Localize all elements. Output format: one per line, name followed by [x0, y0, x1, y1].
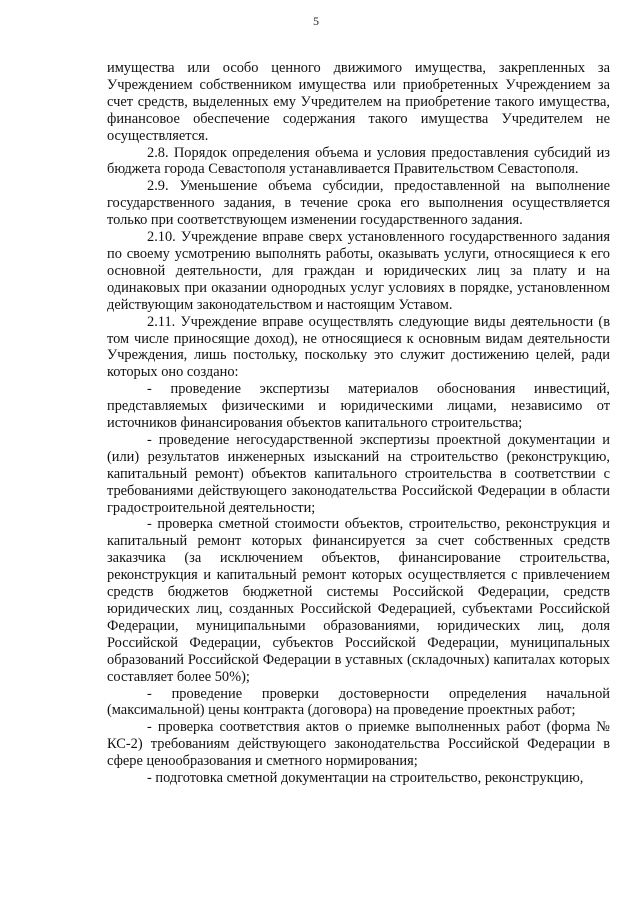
list-item-nongovernment-expertise: - проведение негосударственной экспертизы проектной документации и (или) результатов инженерных изысканий на строительство (реконструкцию, капитальный ремонт) объектов капитального строительства в соответствии с требованиями действующего законодательства Российской Федерации в области градостроительной деятельности;: [107, 431, 610, 516]
page-number: 5: [313, 14, 319, 28]
list-item-contract-price-check: - проведение проверки достоверности определения начальной (максимальной) цены контракта (договора) на проведение проектных работ;: [107, 685, 610, 719]
document-body: [107, 60, 610, 787]
list-item-expertise-investments: - проведение экспертизы материалов обоснования инвестиций, представляемых физическими и юридическими лицами, независимо от источников финансирования объектов капитального строительства;: [107, 381, 610, 432]
paragraph-continuation: имущества или особо ценного движимого имущества, закрепленных за Учреждением собственником имущества или приобретенных Учреждением за счет средств, выделенных ему Учредителем на приобретение такого имущества, финансовое обеспечение содержания такого имущества Учредителем не осуществляется.: [107, 60, 610, 144]
list-item-estimate-check: - проверка сметной стоимости объектов, строительство, реконструкция и капитальный ремонт которых финансируется за счет собственных средств заказчика (за исключением объектов, финансирование строительства, реконструкция и капитальный ремонт которых осуществляется с привлечением средств бюджетов бюджетной системы Российской Федерации, средств юридических лиц, созданных Российской Федерацией, субъектами Российской Федерации, муниципальными образованиями, юридических лиц, доля Российской Федерации, субъектов Российской Федерации, муниципальных образований Российской Федерации в уставных (складочных) капиталах которых составляет более 50%);: [107, 516, 610, 685]
paragraph-2-11: 2.11. Учреждение вправе осуществлять следующие виды деятельности (в том числе приносящие доход), не относящиеся к основным видам деятельности Учреждения, лишь постольку, поскольку это служит достижению целей, ради которых оно создано:: [107, 313, 610, 381]
paragraph-2-10: 2.10. Учреждение вправе сверх установленного государственного задания по своему усмотрению выполнять работы, оказывать услуги, относящиеся к его основной деятельности, для граждан и юридических лиц за плату и на одинаковых при оказании однородных услуг условиях в порядке, установленном действующим законодательством и настоящим Уставом.: [107, 229, 610, 313]
list-item-estimate-preparation: - подготовка сметной документации на строительство, реконструкцию,: [147, 770, 584, 787]
paragraph-2-8: 2.8. Порядок определения объема и условия предоставления субсидий из бюджета города Севастополя устанавливается Правительством Севастополя.: [107, 144, 610, 178]
paragraph-2-9: 2.9. Уменьшение объема субсидии, предоставленной на выполнение государственного задания, в течение срока его выполнения осуществляется только при соответствующем изменении государственного задания.: [107, 178, 610, 229]
list-item-ks2-check: - проверка соответствия актов о приемке выполненных работ (форма № КС-2) требованиям действующего законодательства Российской Федерации в сфере ценообразования и сметного нормирования;: [107, 719, 610, 770]
